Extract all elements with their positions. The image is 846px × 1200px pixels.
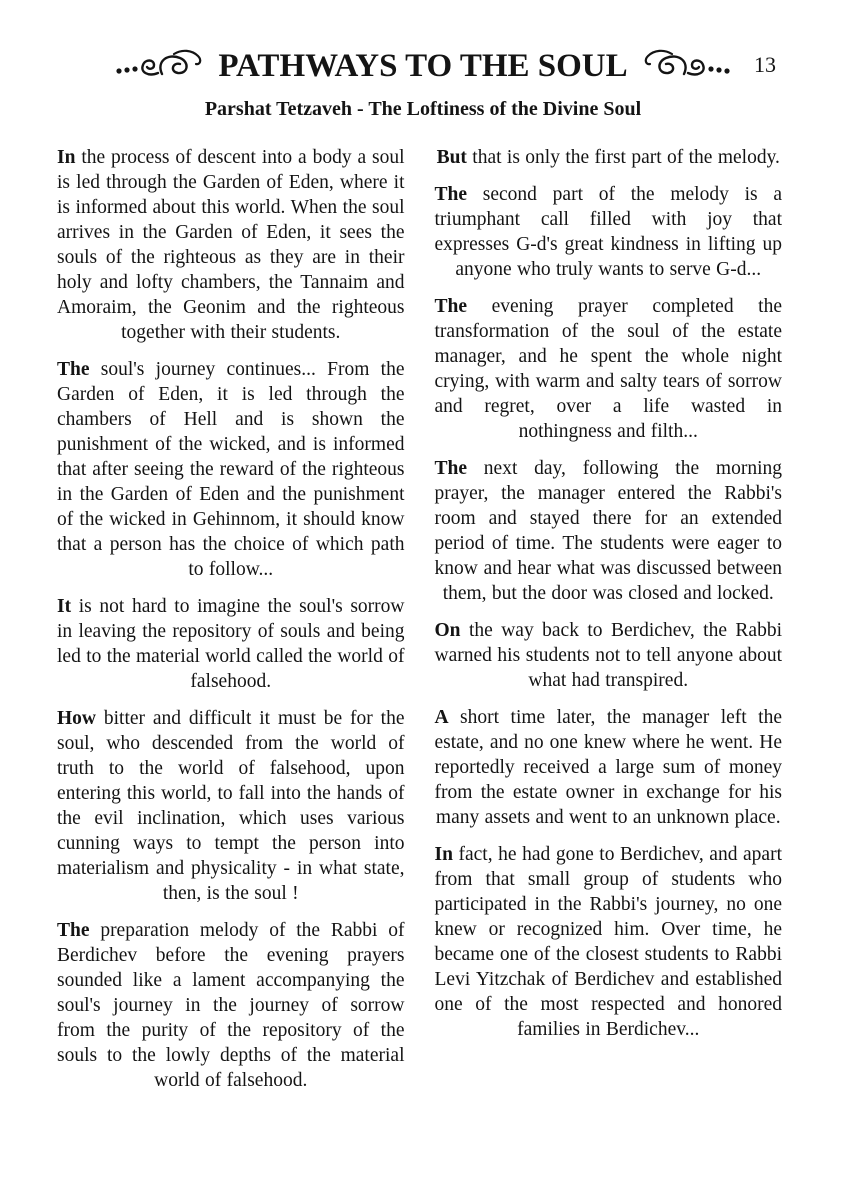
paragraph <box>57 918 405 1093</box>
paragraph-text: short time later, the manager left the estate, and no one knew where he went. He reportedly received a large sum of money from the estate owner in exchange for his many assets and went to an unknown place. <box>434 707 782 828</box>
paragraph-lead-word: The <box>434 458 468 479</box>
paragraph-text: preparation melody of the Rabbi of Berdichev before the evening prayers sounded like a lament accompanying the soul's journey in the journey of sorrow from the purity of the repository of the souls to the lowly depths of the material world of falsehood. <box>57 920 405 1091</box>
paragraph-text: next day, following the morning prayer, the manager entered the Rabbi's room and stayed there for an extended period of time. The students were eager to know and hear what was discussed between them, but the door was closed and locked. <box>434 458 782 604</box>
paragraph-lead-word: The <box>434 184 468 205</box>
paragraph-lead-word: On <box>434 620 461 641</box>
two-column-body <box>0 145 846 1105</box>
paragraph-text: that is only the first part of the melody. <box>466 147 780 168</box>
paragraph-lead-word: How <box>57 708 96 729</box>
paragraph-text: soul's journey continues... From the Garden of Eden, it is led through the chambers of Hell and is shown the punishment of the wicked, and is informed that after seeing the reward of the righteous in the Garden of Eden and the punishment of the wicked in Gehinnom, it should know that a person has the choice of which path to follow... <box>57 359 405 580</box>
paragraph <box>435 618 783 693</box>
paragraph <box>435 294 783 444</box>
paragraph-text: evening prayer completed the transformation of the soul of the estate manager, and he spent the whole night crying, with warm and salty tears of sorrow and regret, over a life wasted in nothingness and filth... <box>434 296 782 442</box>
paragraph <box>57 706 405 906</box>
paragraph-lead-word: But <box>436 147 467 168</box>
paragraph <box>435 182 783 282</box>
paragraph-text: is not hard to imagine the soul's sorrow in leaving the repository of souls and being led to the material world called the world of falsehood. <box>57 596 405 692</box>
title-line <box>0 44 846 88</box>
paragraph <box>57 594 405 694</box>
paragraph <box>435 705 783 830</box>
paragraph <box>435 145 783 170</box>
paragraph-lead-word: It <box>57 596 72 617</box>
subtitle: Parshat Tetzaveh - The Loftiness of the Divine Soul <box>204 98 642 120</box>
paragraph <box>57 145 405 345</box>
paragraph <box>435 842 783 1042</box>
paragraph-lead-word: The <box>57 920 90 941</box>
paragraph-text: bitter and difficult it must be for the soul, who descended from the world of truth to the world of falsehood, upon entering this world, to fall into the hands of the evil inclination, which uses various cunning ways to tempt the person into materialism and physicality - in what state, then, is the soul ! <box>57 708 405 904</box>
paragraph-lead-word: In <box>57 147 76 168</box>
left-column <box>57 145 405 1105</box>
paragraph-lead-word: The <box>434 296 468 317</box>
paragraph-text: the process of descent into a body a soul is led through the Garden of Eden, where it is informed about this world. When the soul arrives in the Garden of Eden, it sees the souls of the righteous as they are in their holy and lofty chambers, the Tannaim and Amoraim, the Geonim and the righteous together with their students. <box>57 147 405 343</box>
paragraph <box>57 357 405 582</box>
paragraph-lead-word: The <box>57 359 90 380</box>
paragraph-text: the way back to Berdichev, the Rabbi warned his students not to tell anyone about what had transpired. <box>434 620 782 691</box>
paragraph-text: second part of the melody is a triumphant call filled with joy that expresses G-d's great kindness in lifting up anyone who truly wants to serve G-d... <box>434 184 782 280</box>
paragraph <box>435 456 783 606</box>
flourish-left-icon <box>114 49 210 83</box>
page-header <box>0 0 846 121</box>
paragraph-lead-word: In <box>434 844 453 865</box>
page-title: PATHWAYS TO THE SOUL <box>218 47 628 84</box>
flourish-right-icon <box>636 49 732 83</box>
paragraph-text: fact, he had gone to Berdichev, and apart from that small group of students who participated in the Rabbi's journey, no one knew or recognized him. Over time, he became one of the closest students to Rabbi Levi Yitzchak of Berdichev and established one of the most respected and honored families in Berdichev... <box>434 844 782 1040</box>
paragraph-lead-word: A <box>434 707 449 728</box>
right-column <box>435 145 783 1105</box>
page-number: 13 <box>754 52 776 77</box>
